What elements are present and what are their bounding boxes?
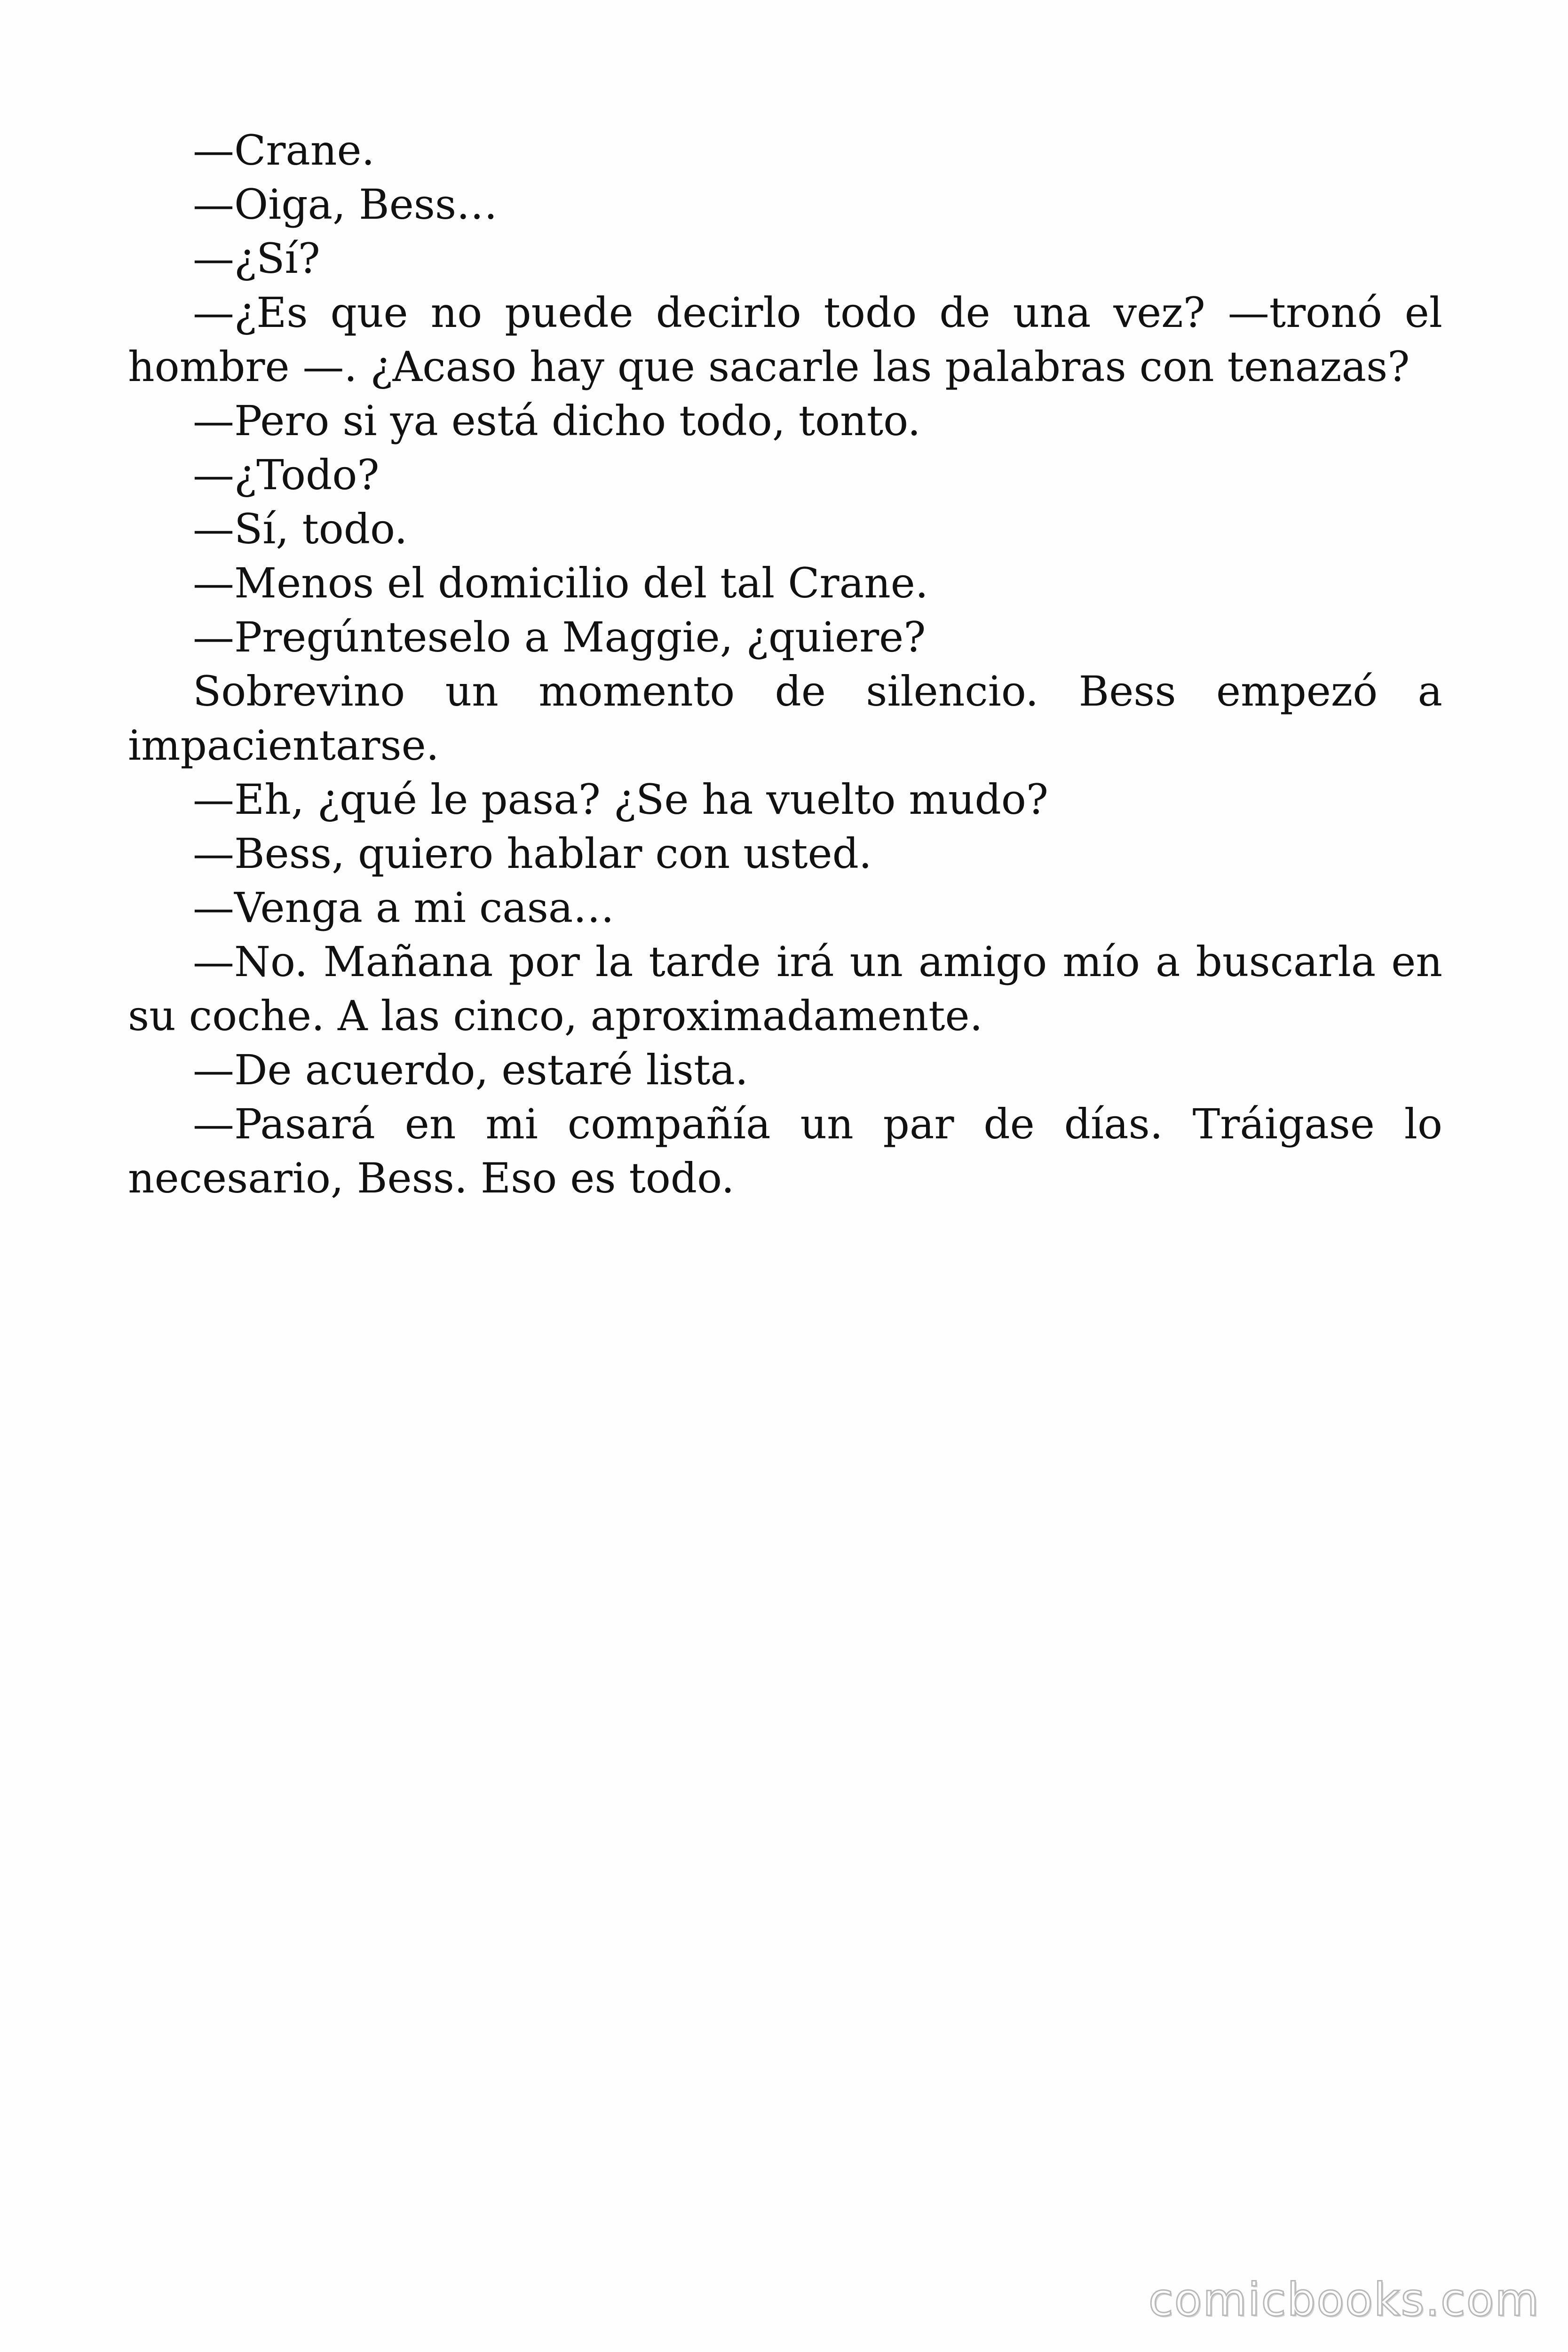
paragraph: Sobrevino un momento de silencio. Bess empezó a impacientarse. bbox=[128, 667, 1442, 770]
paragraph: —Menos el domicilio del tal Crane. bbox=[193, 559, 928, 607]
watermark: comicbooks.com bbox=[1148, 2273, 1540, 2326]
paragraph: —Venga a mi casa… bbox=[193, 883, 615, 932]
paragraph: —Pero si ya está dicho todo, tonto. bbox=[193, 397, 921, 445]
paragraph: —Oiga, Bess… bbox=[193, 180, 498, 229]
paragraph: —¿Sí? bbox=[193, 234, 320, 283]
body-text bbox=[128, 123, 1442, 1205]
paragraph: —De acuerdo, estaré lista. bbox=[193, 1046, 748, 1094]
paragraph: —Bess, quiero hablar con usted. bbox=[193, 829, 872, 878]
paragraph: —Crane. bbox=[193, 126, 375, 175]
paragraph: —¿Es que no puede decirlo todo de una vez? —tronó el hombre —. ¿Acaso hay que sacarle las palabras con tenazas? bbox=[128, 288, 1442, 391]
paragraph: —¿Todo? bbox=[193, 451, 380, 499]
paragraph: —Pregúnteselo a Maggie, ¿quiere? bbox=[193, 613, 926, 661]
paragraph: —Eh, ¿qué le pasa? ¿Se ha vuelto mudo? bbox=[193, 775, 1049, 824]
paragraph: —Sí, todo. bbox=[193, 505, 408, 553]
paragraph: —No. Mañana por la tarde irá un amigo mío a buscarla en su coche. A las cinco, aproximadamente. bbox=[128, 938, 1442, 1040]
paragraph: —Pasará en mi compañía un par de días. Tráigase lo necesario, Bess. Eso es todo. bbox=[128, 1100, 1442, 1202]
